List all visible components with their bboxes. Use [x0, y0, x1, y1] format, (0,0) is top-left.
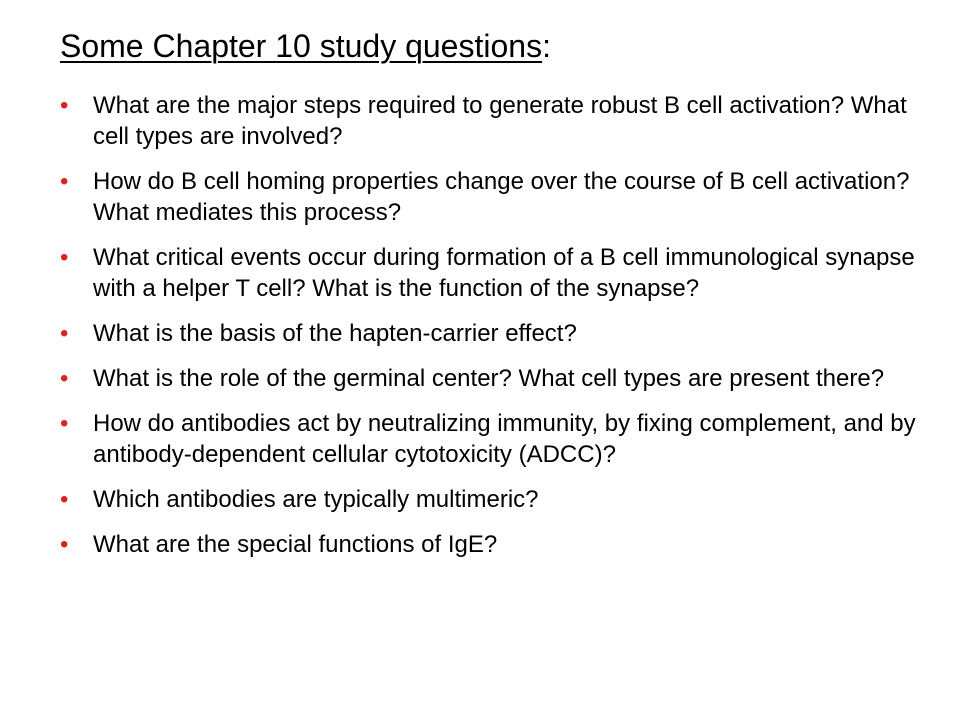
- question-list: [60, 90, 940, 574]
- list-item: [60, 166, 940, 228]
- bullet-icon: •: [60, 168, 69, 195]
- bullet-icon: •: [60, 410, 69, 437]
- slide-title: [60, 26, 551, 66]
- question-text: What is the basis of the hapten-carrier effect?: [93, 320, 577, 347]
- slide-title-text: Some Chapter 10 study questions: [60, 28, 543, 64]
- bullet-icon: •: [60, 531, 69, 558]
- list-item: [60, 529, 940, 560]
- question-text: What are the major steps required to generate robust B cell activation? What cell types are involved?: [93, 92, 907, 150]
- bullet-icon: •: [60, 320, 69, 347]
- bullet-icon: •: [60, 244, 69, 271]
- question-text: What critical events occur during formation of a B cell immunological synapse with a helper T cell? What is the function of the synapse?: [93, 244, 915, 302]
- list-item: [60, 484, 940, 515]
- list-item: [60, 318, 940, 349]
- question-text: What is the role of the germinal center? What cell types are present there?: [93, 365, 885, 392]
- list-item: [60, 90, 940, 152]
- list-item: [60, 363, 940, 394]
- bullet-icon: •: [60, 92, 69, 119]
- list-item: [60, 408, 940, 470]
- slide-title-colon: :: [542, 28, 551, 64]
- question-text: How do B cell homing properties change over the course of B cell activation? What mediates this process?: [93, 168, 910, 226]
- bullet-icon: •: [60, 365, 69, 392]
- question-text: What are the special functions of IgE?: [93, 531, 498, 558]
- question-text: Which antibodies are typically multimeric?: [93, 486, 539, 513]
- bullet-icon: •: [60, 486, 69, 513]
- question-text: How do antibodies act by neutralizing immunity, by fixing complement, and by antibody-dependent cellular cytotoxicity (ADCC)?: [93, 410, 916, 468]
- list-item: [60, 242, 940, 304]
